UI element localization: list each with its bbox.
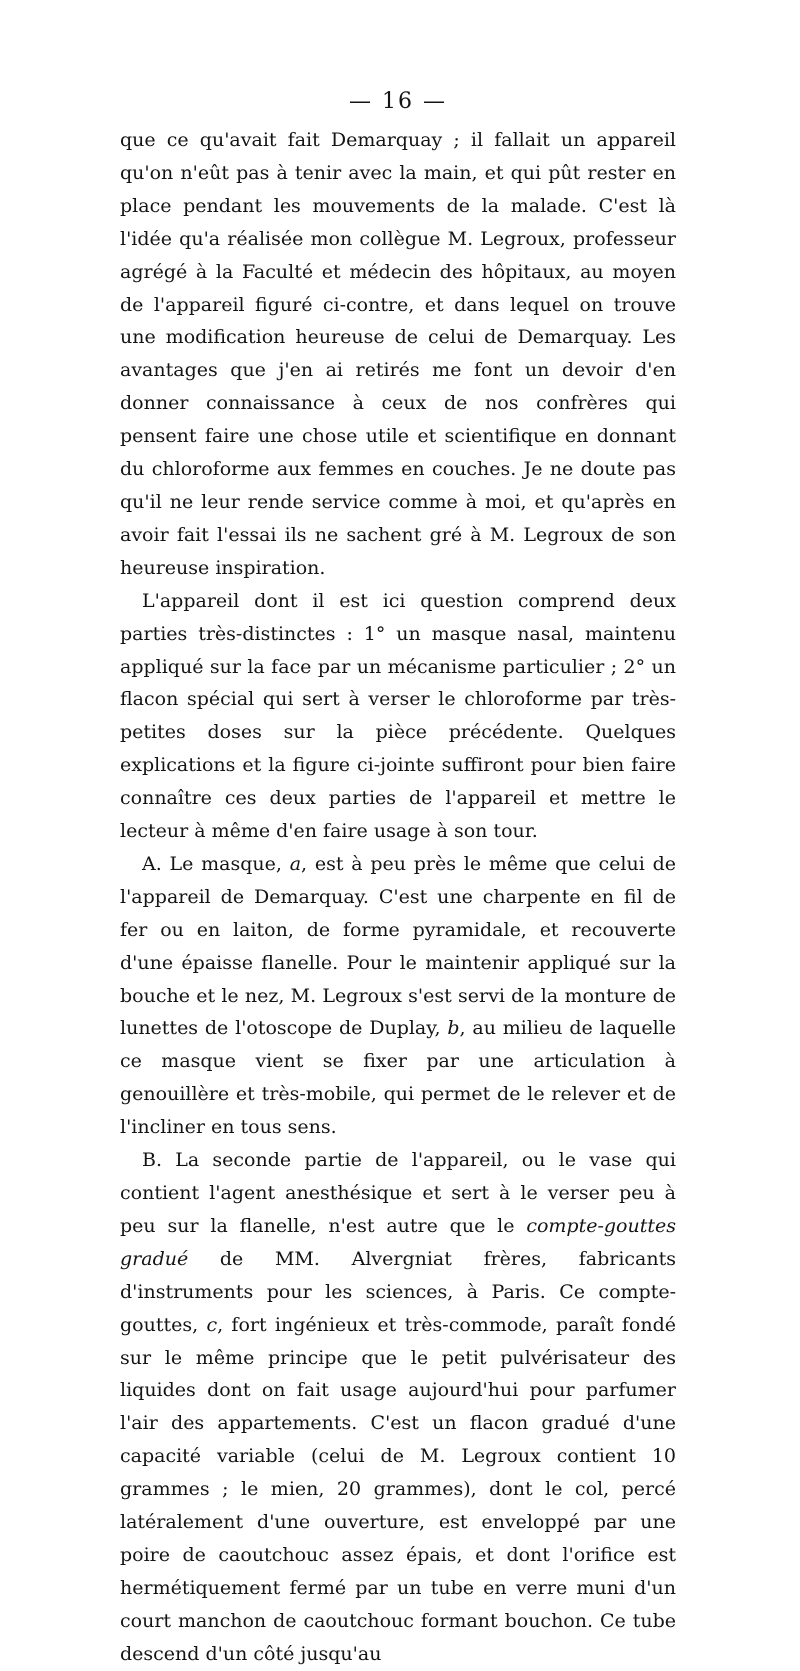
paragraph-compte-gouttes-text-3: , fort ingénieux et très-commode, paraît fondé sur le même principe que le petit pulvérisateur des liquides dont on fait usage aujourd'hui pour parfumer l'air des appartements. C'est un flacon gradué d'une capacité variable (celui de M. Legroux contient 10 grammes ; le mien, 20 grammes), dont le col, percé latéralement d'une ouverture, est enveloppé par une poire de caoutchouc assez épais, et dont l'orifice est hermétiquement fermé par un tube en verre muni d'un court manchon de caoutchouc formant bouchon. Ce tube descend d'un côté jusqu'au: [120, 1313, 677, 1665]
paragraph-masque-text-1: A. Le masque,: [142, 852, 290, 875]
page-number: — 16 —: [349, 89, 447, 114]
book-page: [120, 88, 676, 1671]
paragraph-appareil-description: L'appareil dont il est ici question comprend deux parties très-distinctes : 1° un masque nasal, maintenu appliqué sur la face par un mécanisme particulier ; 2° un flacon spécial qui sert à verser le chloroforme par très-petites doses sur la pièce précédente. Quelques explications et la figure ci-jointe suffiront pour bien faire connaître ces deux parties de l'appareil et mettre le lecteur à même d'en faire usage à son tour.: [120, 589, 676, 843]
paragraph-masque-text-2: , est à peu près le même que celui de l'appareil de Demarquay. C'est une charpente en fil de fer ou en laiton, de forme pyramidale, et recouverte d'une épaisse flanelle. Pour le maintenir appliqué sur la bouche et le nez, M. Legroux s'est servi de la monture de lunettes de l'otoscope de Duplay,: [120, 852, 676, 1040]
figure-ref-a: a: [289, 852, 302, 875]
paragraph-masque-text-3: , au milieu de laquelle ce masque vient se fixer par une articulation à genouillère et très-mobile, qui permet de le relever et de l'incliner en tous sens.: [120, 1017, 676, 1139]
figure-ref-c: c: [206, 1313, 218, 1336]
figure-ref-b: b: [447, 1017, 460, 1040]
paragraph-compte-gouttes: [120, 1144, 676, 1671]
paragraph-compte-gouttes-text-1: B. La seconde partie de l'appareil, ou le vase qui contient l'agent anesthésique et sert à le verser peu à peu sur la flanelle, n'est autre que le: [120, 1149, 676, 1237]
italic-compte-gouttes-gradue: compte-gouttes gradué: [120, 1214, 676, 1270]
paragraph-continuation: que ce qu'avait fait Demarquay ; il fallait un appareil qu'on n'eût pas à tenir avec la main, et qui pût rester en place pendant les mouvements de la malade. C'est là l'idée qu'a réalisée mon collègue M. Legroux, professeur agrégé à la Faculté et médecin des hôpitaux, au moyen de l'appareil figuré ci-contre, et dans lequel on trouve une modification heureuse de celui de Demarquay. Les avantages que j'en ai retirés me font un devoir d'en donner connaissance à ceux de nos confrères qui pensent faire une chose utile et scientifique en donnant du chloroforme aux femmes en couches. Je ne doute pas qu'il ne leur rende service comme à moi, et qu'après en avoir fait l'essai ils ne sachent gré à M. Legroux de son heureuse inspiration.: [120, 129, 676, 579]
paragraph-masque: [120, 848, 676, 1144]
paragraph-compte-gouttes-text-2: de MM. Alvergniat frères, fabricants d'instruments pour les sciences, à Paris. Ce compte-gouttes,: [120, 1247, 676, 1336]
